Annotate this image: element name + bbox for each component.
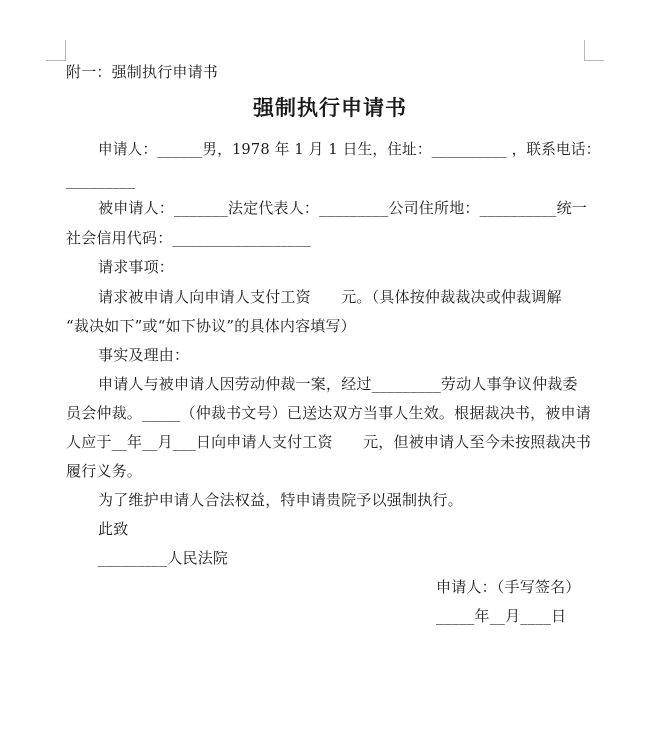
applicant-line-2: _________: [66, 171, 136, 189]
request-heading: 请求事项：: [98, 258, 175, 276]
request-line-2: “裁决如下”或“如下协议”的具体内容填写）: [66, 317, 356, 335]
court-line: _________人民法院: [98, 549, 229, 567]
applicant-line-1: 申请人：______男，1978 年 1 月 1 日生，住址：__________ ，联系电话：: [98, 140, 601, 158]
facts-line-4: 履行义务。: [66, 462, 143, 480]
closing-line: 为了维护申请人合法权益，特申请贵院予以强制执行。: [98, 491, 463, 509]
facts-heading: 事实及理由：: [98, 346, 190, 364]
facts-line-2: 员会仲裁。_____（仲裁书文号）已送达双方当事人生效。根据裁决书，被申请: [66, 404, 591, 422]
annex-label: 附一：强制执行申请书: [66, 63, 219, 81]
crop-mark-top-right: [584, 40, 585, 60]
respondent-line-1: 被申请人：_______法定代表人：_________公司住所地：__________统一: [98, 199, 588, 217]
crop-mark-top-right: [584, 60, 604, 61]
crop-mark-top-left: [46, 60, 66, 61]
date-line: _____年__月____日: [436, 607, 567, 625]
crop-mark-top-left: [65, 40, 66, 60]
facts-line-3: 人应于__年__月___日向申请人支付工资 元，但被申请人至今未按照裁决书: [66, 433, 592, 451]
signature-label: 申请人：（手写签名）: [436, 578, 581, 596]
request-line-1: 请求被申请人向申请人支付工资 元。（具体按仲裁裁决或仲裁调解: [98, 288, 562, 306]
respondent-line-2: 社会信用代码：__________________: [66, 229, 312, 247]
salutation: 此致: [98, 520, 129, 538]
facts-line-1: 申请人与被申请人因劳动仲裁一案，经过_________劳动人事争议仲裁委: [98, 375, 578, 393]
document-title: 强制执行申请书: [253, 95, 407, 120]
